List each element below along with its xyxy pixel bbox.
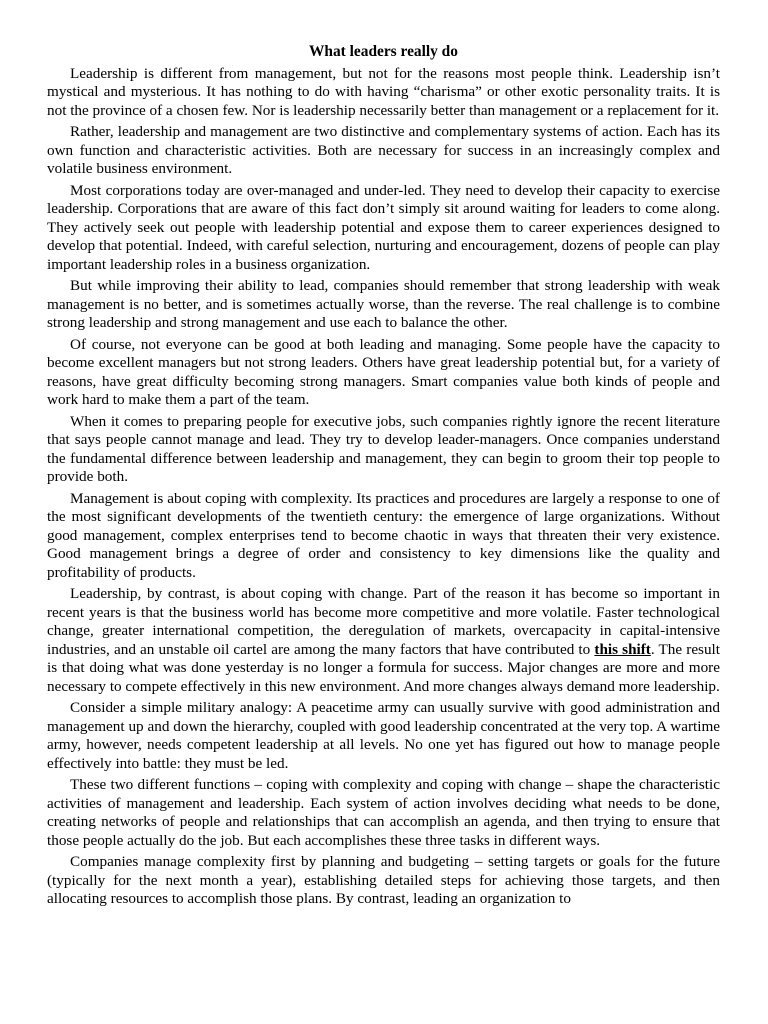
document-title: What leaders really do <box>309 43 458 60</box>
paragraph-8-before: Leadership, by contrast, is about coping with change. Part of the reason it has become so important in recent years is that the business world has become more competitive and more volatile. Faster technological change, greater international competition, the deregulation of markets, overcapacity in capital-intensive industries, and an unstable oil cartel are among the many factors that have contributed to <box>47 585 720 658</box>
paragraph-6: When it comes to preparing people for executive jobs, such companies rightly ignore the recent literature that says people cannot manage and lead. They try to develop leader-managers. Once companies understand the fundamental difference between leadership and management, they can begin to groom their top people to provide both. <box>47 412 720 485</box>
paragraph-8 <box>47 585 720 696</box>
paragraph-11: Companies manage complexity first by planning and budgeting – setting targets or goals for the future (typically for the next month a year), establishing detailed steps for achieving those targets, and then allocating resources to accomplish those plans. By contrast, leading an organization to <box>47 853 720 907</box>
emphasized-phrase: this shift <box>594 640 651 658</box>
document-page <box>47 43 720 912</box>
paragraph-5: Of course, not everyone can be good at both leading and managing. Some people have the capacity to become excellent managers but not strong leaders. Others have great leadership potential but, for a variety of reasons, have great difficulty becoming strong managers. Smart companies value both kinds of people and work hard to make them a part of the team. <box>47 335 720 408</box>
paragraph-3: Most corporations today are over-managed and under-led. They need to develop their capacity to exercise leadership. Corporations that are aware of this fact don’t simply sit around waiting for leaders to come along. They actively seek out people with leadership potential and expose them to career experiences designed to develop that potential. Indeed, with careful selection, nurturing and encouragement, dozens of people can play important leadership roles in a business organization. <box>47 181 720 273</box>
paragraph-4: But while improving their ability to lead, companies should remember that strong leadership with weak management is no better, and is sometimes actually worse, than the reverse. The real challenge is to combine strong leadership and strong management and use each to balance the other. <box>47 277 720 331</box>
paragraph-7: Management is about coping with complexity. Its practices and procedures are largely a response to one of the most significant developments of the twentieth century: the emergence of large organizations. Without good management, complex enterprises tend to become chaotic in ways that threaten their very existence. Good management brings a degree of order and consistency to key dimensions like the quality and profitability of products. <box>47 489 720 581</box>
paragraph-1: Leadership is different from management, but not for the reasons most people think. Leadership isn’t mystical and mysterious. It has nothing to do with having “charisma” or other exotic personality traits. It is not the province of a chosen few. Nor is leadership necessarily better than management or a replacement for it. <box>47 64 720 119</box>
paragraph-2: Rather, leadership and management are two distinctive and complementary systems of action. Each has its own function and characteristic activities. Both are necessary for success in an increasingly complex and volatile business environment. <box>47 123 720 177</box>
paragraph-9: Consider a simple military analogy: A peacetime army can usually survive with good administration and management up and down the hierarchy, coupled with good leadership concentrated at the very top. A wartime army, however, needs competent leadership at all levels. No one yet has figured out how to manage people effectively into battle: they must be led. <box>47 699 720 772</box>
paragraph-10: These two different functions – coping with complexity and coping with change – shape the characteristic activities of management and leadership. Each system of action involves deciding what needs to be done, creating networks of people and relationships that can accomplish an agenda, and then trying to ensure that those people actually do the job. But each accomplishes these three tasks in different ways. <box>47 776 720 849</box>
paragraph-8-after: . The result is that doing what was done yesterday is no longer a formula for success. Major changes are more and more necessary to compete effectively in this new environment. And more changes always demand more leadership. <box>47 640 720 695</box>
